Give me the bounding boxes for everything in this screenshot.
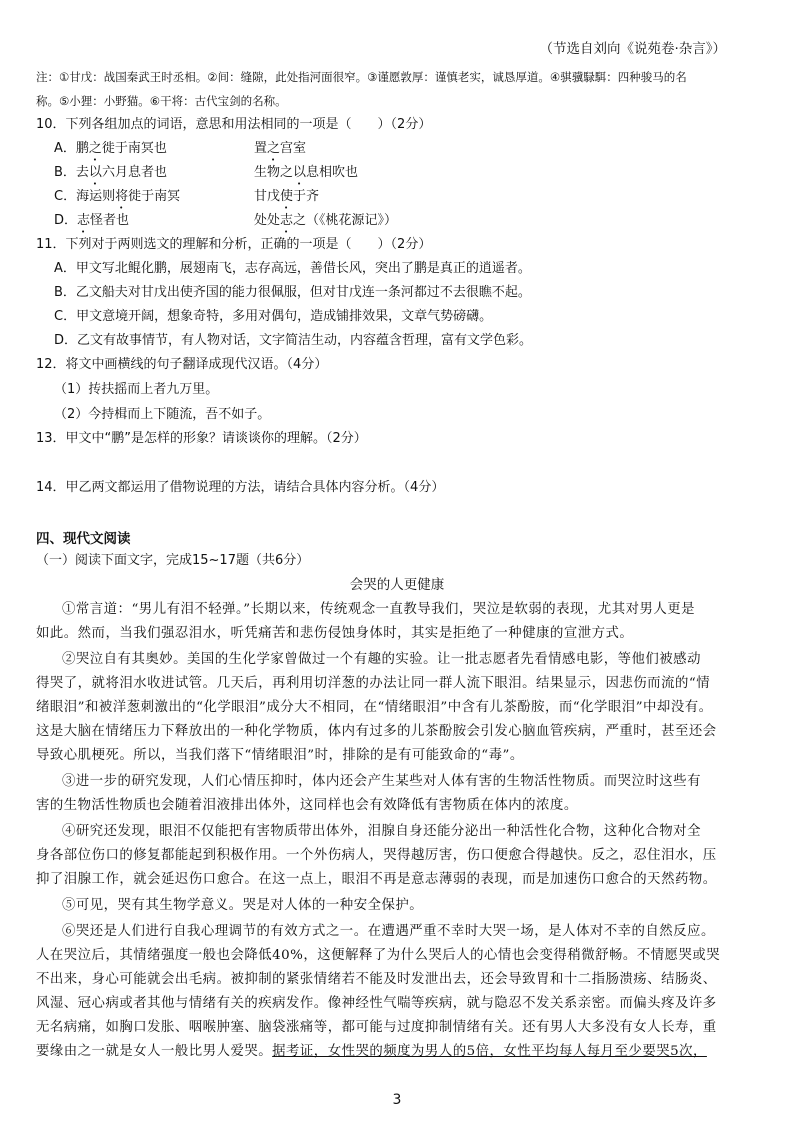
paragraph-line: 抑了泪腺工作，就会延迟伤口愈合。在这一点上，眼泪不再是意志薄弱的表现，而是加速伤口愈合的天然药物。 — [36, 872, 717, 887]
paragraph-line: 如此。然而，当我们强忍泪水，听凭痛苦和悲伤侵蚀身体时，其实是拒绝了一种健康的宣泄方式。 — [36, 626, 634, 641]
question-10-stem: 10．下列各组加点的词语，意思和用法相同的一项是（ ）（2分） — [36, 117, 432, 132]
dotted-word: 志 — [280, 213, 294, 228]
question-14-stem: 14．甲乙两文都运用了借物说理的方法，请结合具体内容分析。（4分） — [36, 480, 445, 495]
option-d-pair: 处处志之（《桃花源记》） — [254, 213, 398, 228]
paragraph-line: 人在哭泣后，其情绪强度一般也会降低40%，这便解释了为什么哭后人的心情也会变得稍微舒畅。不情愿哭或哭 — [36, 948, 721, 963]
question-10-option-c: C．海运则将徙于南冥 甘戊使于齐 — [54, 188, 180, 212]
option-c-pair: 甘戊使于齐 — [254, 189, 320, 204]
dotted-word: 使 — [280, 189, 294, 204]
question-12-sentence-2: （2）今持楫而上下随流，吾不如子。 — [54, 407, 271, 422]
option-a-pair: 置之宫室 — [254, 141, 307, 156]
underlined-sentence: 据考证，女性哭的频度为男人的5倍，女性平均每人每月至少要哭5次， — [272, 1044, 707, 1059]
paragraph-line: 无名病痛，如胸口发胀、咽喉肿塞、脑袋涨痛等，都可能与过度抑制情绪有关。还有男人大多没有女人长寿，重 — [36, 1020, 717, 1035]
paragraph-line: 害的生物活性物质也会随着泪液排出体外，这同样也会有效降低有害物质在体内的浓度。 — [36, 798, 578, 813]
section-subheading: （一）阅读下面文字，完成15~17题（共6分） — [36, 553, 310, 568]
question-10-option-d: D．志怪者也 处处志之（《桃花源记》） — [54, 212, 129, 236]
paragraph-line: ③进一步的研究发现，人们心情压抑时，体内还会产生某些对人体有害的生物活性物质。而哭泣时这些有 — [62, 774, 701, 789]
question-10-option-b: B．去以六月息者也 生物之以息相吹也 — [54, 164, 167, 188]
dotted-word: 之 — [88, 141, 102, 156]
annotation-line-1: 注：①甘戊：战国秦武王时丞相。②间：缝隙，此处指河面很窄。③谨愿敦厚：谨慎老实，诚恳厚道。④骐骥騄駬：四种骏马的名 — [36, 70, 687, 84]
paragraph-line: 身各部位伤口的修复都能起到积极作用。一个外伤病人，哭得越厉害，伤口便愈合得越快。反之，忍住泪水，压 — [36, 848, 717, 863]
dotted-word: 以 — [88, 165, 102, 180]
option-b-pair: 生物之以息相吹也 — [254, 165, 359, 180]
paragraph-line: ②哭泣自有其奥妙。美国的生化学家曾做过一个有趣的实验。让一批志愿者先看情感电影，等他们被感动 — [62, 652, 701, 667]
page-number: 3 — [392, 1092, 402, 1108]
paragraph-line: 导致心肌梗死。所以，当我们落下“情绪眼泪”时，排除的是有可能致命的“毒”。 — [36, 748, 524, 763]
paragraph-line: 风湿、冠心病或者其他与情绪有关的疾病发作。像神经性气喘等疾病，就与隐忍不发关系亲密。而偏头疼及许多 — [36, 996, 717, 1011]
paragraph-line: 绪眼泪”和被洋葱刺激出的“化学眼泪”成分大不相同，在“情绪眼泪”中含有儿茶酚胺，而“化学眼泪”中却没有。 — [36, 700, 713, 715]
paragraph-line: ⑤可见，哭有其生物学意义。哭是对人体的一种安全保护。 — [62, 898, 424, 913]
question-11-option-a: A．甲文写北鲲化鹏，展翅南飞，志存高远，善借长风，突出了鹏是真正的逍遥者。 — [54, 261, 531, 276]
paragraph-line: 这是大脑在情绪压力下释放出的一种化学物质，体内有过多的儿茶酚胺会引发心脑血管疾病，严重时，甚至还会 — [36, 724, 717, 739]
question-12-sentence-1: （1）抟扶摇而上者九万里。 — [54, 382, 219, 397]
section-heading: 四、现代文阅读 — [36, 531, 131, 547]
paragraph-line: ⑥哭还是人们进行自我心理调节的有效方式之一。在遭遇严重不幸时大哭一场，是人体对不幸的自然反应。 — [62, 924, 715, 939]
question-10-option-a: A．鹏之徙于南冥也 置之宫室 — [54, 140, 167, 164]
dotted-word: 之 — [267, 141, 281, 156]
dotted-word: 以 — [293, 165, 307, 180]
question-13-stem: 13．甲文中“鹏”是怎样的形象？请谈谈你的理解。（2分） — [36, 431, 367, 446]
annotation-line-2: 称。⑤小狸：小野猫。⑥干将：古代宝剑的名称。 — [36, 94, 287, 108]
question-11-stem: 11．下列对于两则选文的理解和分析，正确的一项是（ ）（2分） — [36, 237, 432, 252]
source-citation: （节选自刘向《说苑卷·杂言》） — [539, 41, 726, 57]
paragraph-line: 不出来，身心可能就会出毛病。被抑制的紧张情绪若不能及时发泄出去，还会导致胃和十二指肠溃疡、结肠炎、 — [36, 972, 717, 987]
paragraph-line: 得哭了，就将泪水收进试管。几天后，再利用切洋葱的办法让同一群人流下眼泪。结果显示，因悲伤而流的“情 — [36, 676, 711, 691]
dotted-word: 志 — [77, 213, 91, 228]
paragraph-line: ①常言道：“男儿有泪不轻弹。”长期以来，传统观念一直教导我们，哭泣是软弱的表现，尤其对男人更是 — [62, 602, 696, 617]
question-11-option-c: C．甲文意境开阔，想象奇特，多用对偶句，造成铺排效果，文章气势磅礴。 — [54, 309, 493, 324]
question-11-option-b: B．乙文船夫对甘戊出使齐国的能力很佩服，但对甘戊连一条河都过不去很瞧不起。 — [54, 285, 531, 300]
paragraph-line: ④研究还发现，眼泪不仅能把有害物质带出体外，泪腺自身还能分泌出一种活性化合物，这种化合物对全 — [62, 824, 701, 839]
question-12-stem: 12．将文中画横线的句子翻译成现代汉语。（4分） — [36, 357, 328, 372]
article-title: 会哭的人更健康 — [349, 577, 445, 593]
question-11-option-d: D．乙文有故事情节，有人物对话，文字简洁生动，内容蕴含哲理，富有文学色彩。 — [54, 333, 533, 348]
dotted-word: 将 — [115, 189, 129, 204]
paragraph-line: 要缘由之一就是女人一般比男人爱哭。据考证，女性哭的频度为男人的5倍，女性平均每人每月至少要哭5次， — [36, 1044, 707, 1059]
